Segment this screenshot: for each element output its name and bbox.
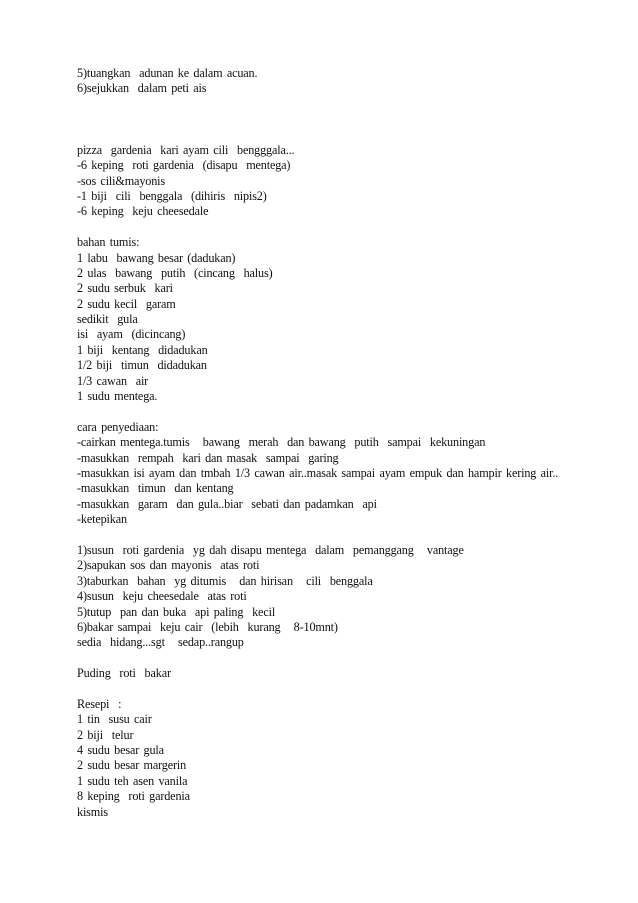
spacer (77, 681, 597, 696)
pizza-ingredient: -6 keping roti gardenia (disapu mentega) (77, 158, 291, 173)
resepi-title: Resepi : (77, 696, 122, 711)
langkah-step: 5)tutup pan dan buka api paling kecil (77, 604, 276, 619)
tumis-ingredient: 1 biji kentang didadukan (77, 342, 208, 357)
resepi-ingredient: 4 sudu besar gula (77, 743, 164, 758)
resepi-ingredient: kismis (77, 804, 108, 819)
intro-line: 5)tuangkan adunan ke dalam acuan. (77, 66, 258, 80)
tumis-ingredient: 1 sudu mentega. (77, 389, 158, 404)
tumis-title: bahan tumis: (77, 235, 140, 250)
penyediaan-step: -masukkan rempah kari dan masak sampai garing (77, 450, 339, 465)
spacer (77, 651, 597, 666)
document-body (77, 66, 597, 820)
tumis-ingredient: isi ayam (dicincang) (77, 327, 186, 342)
spacer (77, 528, 597, 543)
resepi-ingredient: 1 tin susu cair (77, 712, 152, 727)
pizza-ingredient: -6 keping keju cheesedale (77, 204, 209, 219)
penyediaan-step: -cairkan mentega.tumis bawang merah dan bawang putih sampai kekuningan (77, 435, 486, 450)
tumis-ingredient: sedikit gula (77, 312, 138, 327)
langkah-step: 1)susun roti gardenia yg dah disapu mentega dalam pemanggang vantage (77, 542, 464, 557)
tumis-ingredient: 2 sudu kecil garam (77, 296, 176, 311)
intro-line: 6)sejukkan dalam peti ais (77, 81, 207, 96)
spacer (77, 97, 597, 143)
spacer (77, 220, 597, 235)
langkah-step: 6)bakar sampai keju cair (lebih kurang 8-10mnt) (77, 619, 338, 634)
pizza-ingredient: -1 biji cili benggala (dihiris nipis2) (77, 188, 267, 203)
penyediaan-step: -masukkan timun dan kentang (77, 481, 234, 496)
penyediaan-step: -masukkan garam dan gula..biar sebati dan padamkan api (77, 496, 377, 511)
puding-title: Puding roti bakar (77, 666, 171, 681)
resepi-ingredient: 2 sudu besar margerin (77, 758, 187, 773)
penyediaan-step: -ketepikan (77, 512, 127, 527)
pizza-ingredient: -sos cili&mayonis (77, 173, 165, 188)
langkah-step: 3)taburkan bahan yg ditumis dan hirisan cili benggala (77, 573, 373, 588)
tumis-ingredient: 2 ulas bawang putih (cincang halus) (77, 265, 273, 280)
langkah-step: 2)sapukan sos dan mayonis atas roti (77, 558, 260, 573)
tumis-ingredient: 1/2 biji timun didadukan (77, 358, 207, 373)
penyediaan-step: -masukkan isi ayam dan tmbah 1/3 cawan air..masak sampai ayam empuk dan hampir kering air.. (77, 465, 559, 480)
tumis-ingredient: 1/3 cawan air (77, 373, 149, 388)
langkah-step: sedia hidang...sgt sedap..rangup (77, 635, 244, 650)
resepi-ingredient: 8 keping roti gardenia (77, 789, 190, 804)
spacer (77, 404, 597, 419)
langkah-step: 4)susun keju cheesedale atas roti (77, 589, 247, 604)
tumis-ingredient: 2 sudu serbuk kari (77, 281, 173, 296)
pizza-title: pizza gardenia kari ayam cili bengggala... (77, 142, 295, 157)
resepi-ingredient: 1 sudu teh asen vanila (77, 773, 188, 788)
resepi-ingredient: 2 biji telur (77, 727, 134, 742)
penyediaan-title: cara penyediaan: (77, 419, 159, 434)
tumis-ingredient: 1 labu bawang besar (dadukan) (77, 250, 236, 265)
